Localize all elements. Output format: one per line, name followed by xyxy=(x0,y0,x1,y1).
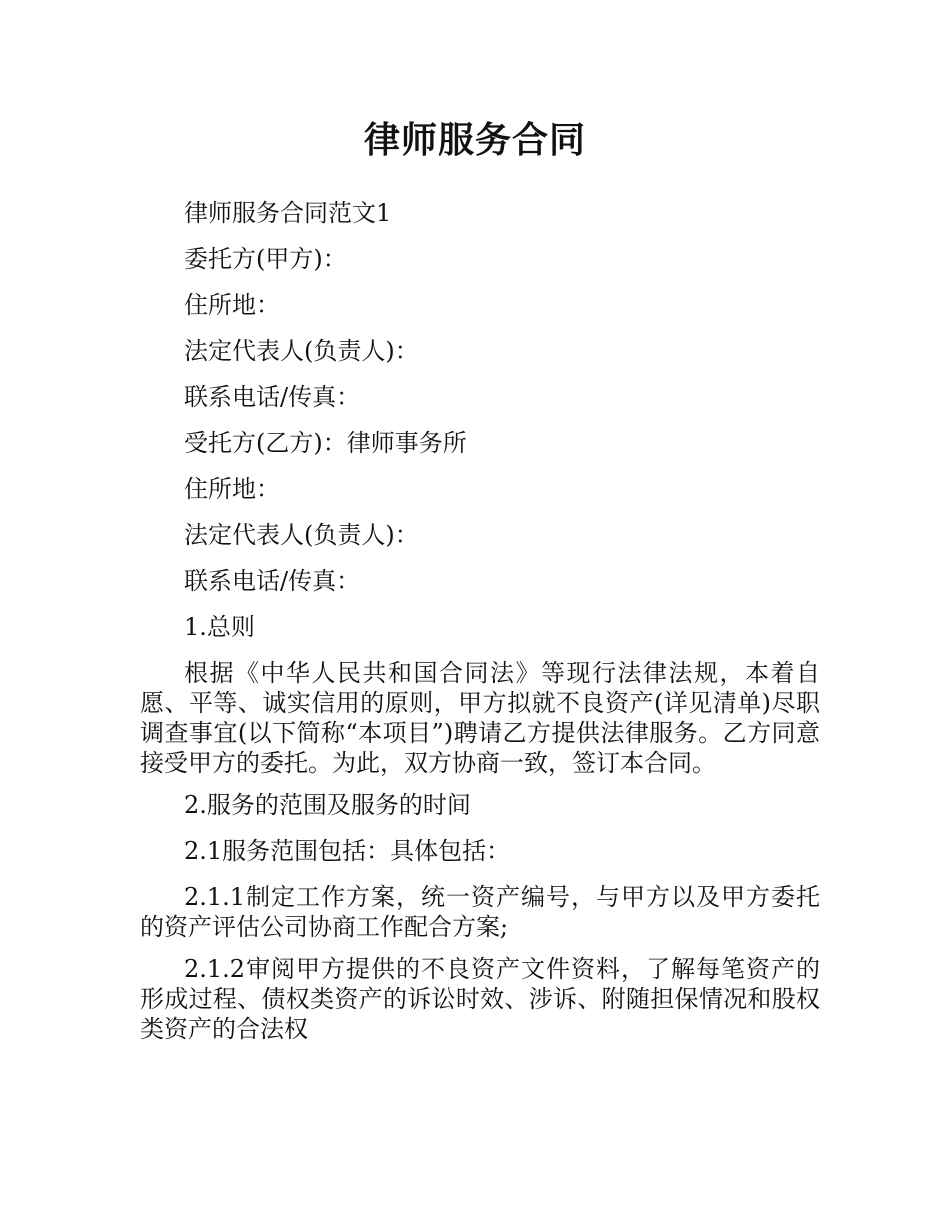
section-heading: 2.服务的范围及服务的时间 xyxy=(184,791,471,819)
client-representative-line: 法定代表人(负责人)： xyxy=(184,337,419,365)
clause-paragraph: 2.1服务范围包括：具体包括： xyxy=(184,837,511,865)
trustee-representative-line: 法定代表人(负责人)： xyxy=(184,521,419,549)
trustee-address-line: 住所地： xyxy=(184,475,280,503)
clause-paragraph: 2.1.2审阅甲方提供的不良资产文件资料，了解每笔资产的形成过程、债权类资产的诉讼时效、涉诉、附随担保情况和股权类资产的合法权 xyxy=(140,955,820,1043)
section-heading: 1.总则 xyxy=(184,613,255,641)
client-party-line: 委托方(甲方)： xyxy=(184,245,347,273)
document-body xyxy=(140,198,820,1056)
client-contact-line: 联系电话/传真： xyxy=(184,383,361,411)
trustee-contact-line: 联系电话/传真： xyxy=(184,567,361,595)
subtitle-paragraph: 律师服务合同范文1 xyxy=(184,199,392,227)
general-clause-paragraph: 根据《中华人民共和国合同法》等现行法律法规，本着自愿、平等、诚实信用的原则，甲方拟就不良资产(详见清单)尽职调查事宜(以下简称“本项目”)聘请乙方提供法律服务。乙方同意接受甲方的委托。为此，双方协商一致，签订本合同。 xyxy=(140,659,820,777)
client-address-line: 住所地： xyxy=(184,291,280,319)
document-title: 律师服务合同 xyxy=(363,120,586,161)
trustee-party-line: 受托方(乙方)：律师事务所 xyxy=(184,429,467,457)
clause-paragraph: 2.1.1制定工作方案，统一资产编号，与甲方以及甲方委托的资产评估公司协商工作配合方案; xyxy=(140,883,820,941)
